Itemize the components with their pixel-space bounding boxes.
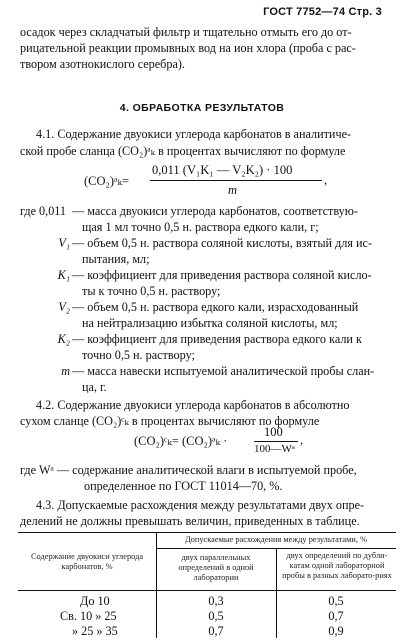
col2-header: двух параллельных определений в одной лаборатории — [178, 553, 254, 582]
def-text: — масса двуокиси углерода карбонатов, соответствую- — [72, 204, 358, 218]
intro-line-3: твором азотнокислого серебра). — [20, 57, 185, 71]
formula2-lhs: (CO₂)ᶜₖ= (CO₂)ᵃₖ · — [134, 434, 228, 448]
table-vrule-2 — [276, 548, 277, 590]
col3-header: двух определений по дубли-катам одной лабораторной пробы в разных лаборато-риях — [282, 551, 392, 580]
p42-line-1: 4.2. Содержание двуокиси углерода карбонатов в абсолютно — [36, 398, 350, 412]
p41-line-2: ской пробе сланца (CO₂)ᵃₖ в процентах вычисляют по формуле — [20, 144, 346, 158]
def-text: — объем 0,5 н. раствора едкого кали, израсходованный — [72, 300, 359, 314]
table-header-rule — [18, 590, 396, 591]
def-text: ца, г. — [82, 380, 107, 394]
row-value-duplicate: 0,7 — [328, 609, 344, 623]
wdef-line-2: определенное по ГОСТ 11014—70, %. — [84, 479, 283, 493]
def-label: где 0,011 — [20, 204, 67, 218]
row-value-duplicate: 0,9 — [328, 624, 344, 638]
def-text: — объем 0,5 н. раствора соляной кислоты, взятый для ис- — [72, 236, 373, 250]
def-text: пытания, мл; — [82, 252, 150, 266]
row-value-parallel: 0,5 — [208, 609, 224, 623]
def-label: K₁ — [57, 268, 70, 282]
p43-line-2: делений не должны превышать величин, приведенных в таблице. — [20, 514, 360, 528]
p43-line-1: 4.3. Допускаемые расхождения между результатами двух опре- — [36, 498, 365, 512]
table-vrule-1 — [156, 532, 157, 590]
def-label: K₂ — [57, 332, 70, 346]
formula2-denominator: 100—Wᵃ — [254, 443, 295, 455]
def-text: точно 0,5 н. раствору; — [82, 348, 195, 362]
group-header: Допускаемые расхождения между результатами, % — [184, 535, 368, 544]
def-text: ты к точно 0,5 н. раствору; — [82, 284, 221, 298]
formula1-fraction-bar — [150, 180, 322, 181]
row-label: » 25 » 35 — [72, 624, 118, 638]
def-text: — масса навески испытуемой аналитической пробы слан- — [72, 364, 375, 378]
def-label: V₂ — [58, 300, 70, 314]
p41-line-1: 4.1. Содержание двуокиси углерода карбонатов в аналитиче- — [36, 127, 352, 141]
row-value-parallel: 0,7 — [208, 624, 224, 638]
table-top-rule — [18, 532, 396, 533]
p42-line-2: сухом сланце (CO₂)ᶜₖ в процентах вычисляют по формуле — [20, 414, 320, 428]
formula2-end: , — [300, 433, 304, 447]
def-label: V₁ — [58, 236, 70, 250]
def-text: на нейтрализацию избытка соляной кислоты, мл; — [82, 316, 338, 330]
intro-line-1: осадок через складчатый фильтр и тщательно отмыть его до от- — [20, 25, 352, 39]
intro-line-2: рицательной реакции промывных вод на ион хлора (проба с рас- — [20, 41, 356, 55]
section-heading: 4. ОБРАБОТКА РЕЗУЛЬТАТОВ — [119, 102, 285, 114]
formula1-end: , — [324, 173, 328, 187]
row-value-parallel: 0,3 — [208, 594, 224, 608]
page-header: ГОСТ 7752—74 Стр. 3 — [263, 6, 382, 18]
row-value-duplicate: 0,5 — [328, 594, 344, 608]
wdef-line-1: где Wᵃ — содержание аналитической влаги в испытуемой пробе, — [20, 463, 357, 477]
formula1-denominator: m — [228, 183, 238, 197]
formula1-numerator: 0,011 (V₁K₁ — V₂K₂) · 100 — [152, 163, 293, 177]
def-text: — коэффициент для приведения раствора едкого кали к — [72, 332, 362, 346]
def-text: — коэффициент для приведения раствора соляной кисло- — [72, 268, 372, 282]
formula1-lhs: (CO₂)ᵃₖ= — [84, 174, 130, 188]
tolerance-table — [18, 532, 396, 638]
formula2-numerator: 100 — [264, 425, 283, 439]
def-text: щая 1 мл точно 0,5 н. раствора едкого кали, г; — [82, 220, 319, 234]
row-label: Св. 10 » 25 — [60, 609, 117, 623]
def-label: m — [61, 364, 70, 378]
row-label: До 10 — [80, 594, 110, 608]
formula2-fraction-bar — [254, 441, 298, 442]
col1-header: Содержание двуокиси углерода карбонатов, % — [30, 552, 144, 571]
